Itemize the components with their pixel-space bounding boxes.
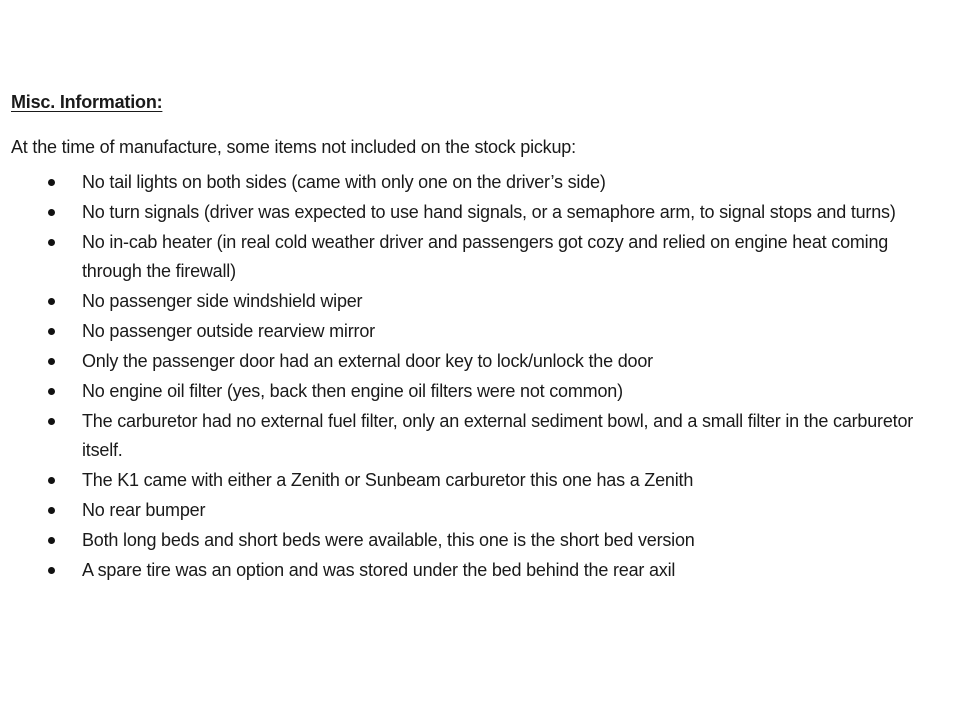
bullet-icon [48, 507, 55, 514]
bullet-icon [48, 567, 55, 574]
bullet-icon [48, 209, 55, 216]
intro-text: At the time of manufacture, some items not included on the stock pickup: [11, 137, 576, 157]
list-item-text: No rear bumper [82, 500, 206, 520]
bullet-icon [48, 179, 55, 186]
bullet-icon [48, 328, 55, 335]
list-item [0, 407, 942, 465]
bullet-icon [48, 477, 55, 484]
list-item [0, 287, 942, 316]
list-item-text: No tail lights on both sides (came with only one on the driver’s side) [82, 172, 606, 192]
bullet-icon [48, 298, 55, 305]
list-item [0, 347, 942, 376]
bullet-icon [48, 388, 55, 395]
list-item-text: No in-cab heater (in real cold weather driver and passengers got cozy and relied on engine heat coming through the firewall) [82, 232, 889, 281]
list-item-text: The K1 came with either a Zenith or Sunbeam carburetor this one has a Zenith [82, 470, 694, 490]
list-item [0, 466, 942, 495]
bullet-icon [48, 239, 55, 246]
list-item-text: Only the passenger door had an external door key to lock/unlock the door [82, 351, 653, 371]
list-item [0, 496, 942, 525]
list-item [0, 168, 942, 197]
list-item [0, 317, 942, 346]
list-item-text: Both long beds and short beds were available, this one is the short bed version [82, 530, 695, 550]
bullet-icon [48, 418, 55, 425]
bullet-icon [48, 537, 55, 544]
list-item [0, 526, 942, 555]
list-item [0, 228, 942, 286]
list-item-text: A spare tire was an option and was stored under the bed behind the rear axil [82, 560, 676, 580]
bullet-list [0, 168, 960, 586]
list-item-text: No passenger side windshield wiper [82, 291, 363, 311]
list-item-text: No passenger outside rearview mirror [82, 321, 375, 341]
bullet-icon [48, 358, 55, 365]
list-item [0, 198, 942, 227]
list-item-text: The carburetor had no external fuel filter, only an external sediment bowl, and a small filter in the carburetor itself. [82, 411, 914, 460]
list-item [0, 377, 942, 406]
section-heading: Misc. Information: [11, 92, 163, 112]
list-item-text: No turn signals (driver was expected to use hand signals, or a semaphore arm, to signal stops and turns) [82, 202, 896, 222]
list-item-text: No engine oil filter (yes, back then engine oil filters were not common) [82, 381, 623, 401]
list-item [0, 556, 942, 585]
